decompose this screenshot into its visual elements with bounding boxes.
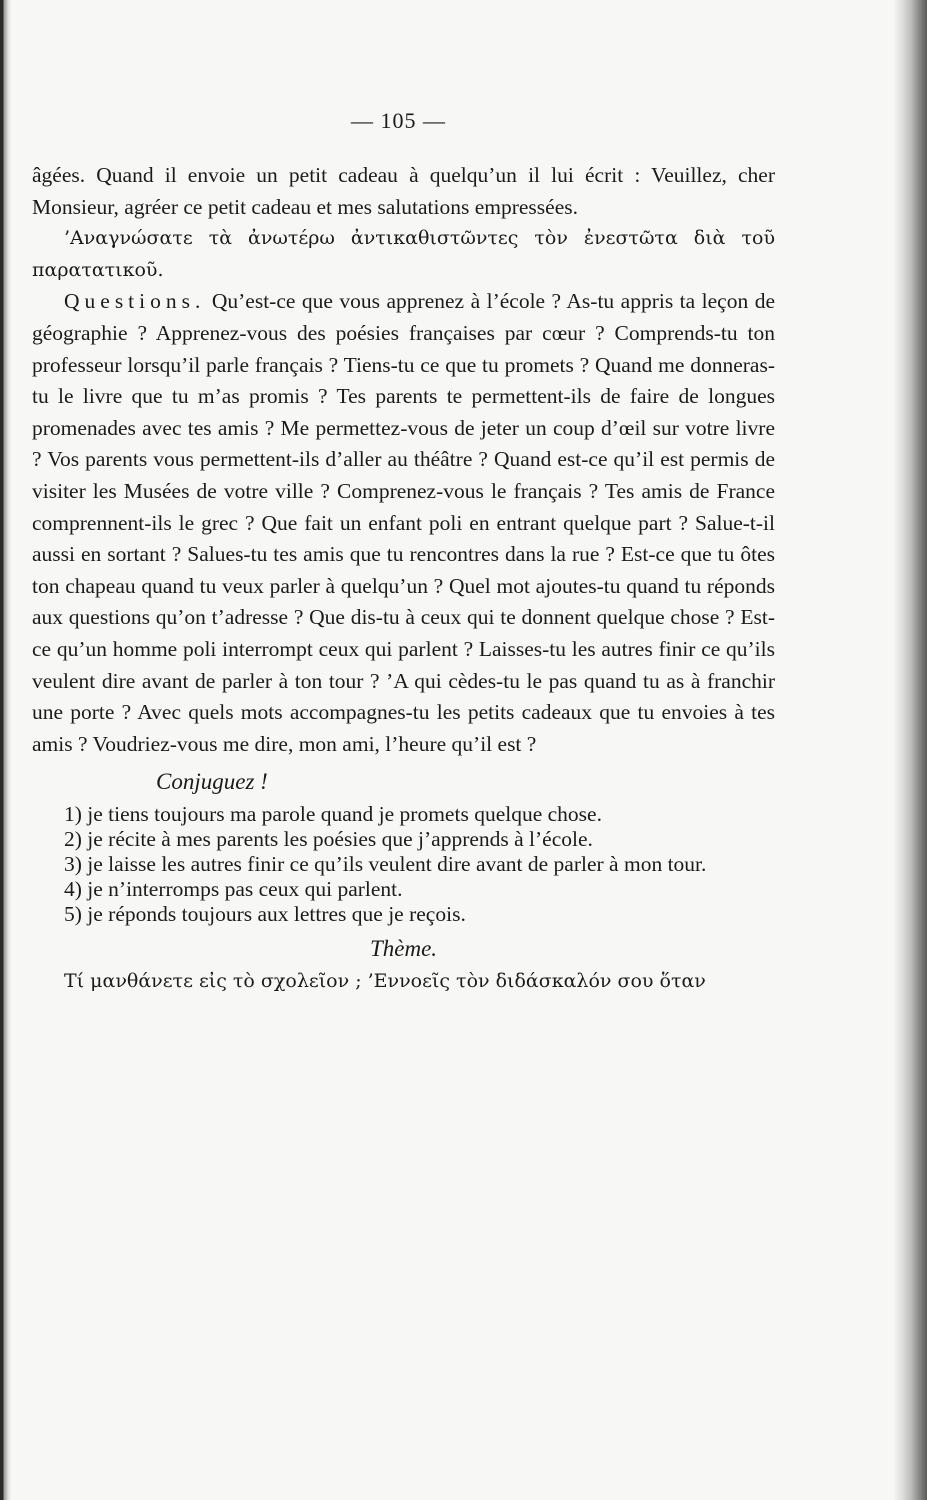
questions-label: Questions. — [64, 289, 206, 314]
page-number: — 105 — — [351, 108, 446, 133]
page-body — [32, 160, 775, 998]
theme-text: Τί μανθάνετε εἰς τὸ σχολεῖον ; ’Εννοεῖς τὸν διδάσκαλόν σου ὅταν — [64, 970, 706, 993]
list-item: 2) je récite à mes parents les poésies que j’apprends à l’école. — [64, 826, 593, 851]
conjuguez-list — [32, 802, 775, 927]
list-item: 5) je réponds toujours aux lettres que je reçois. — [64, 901, 466, 926]
page-left-edge — [0, 0, 12, 1500]
theme-heading: Thème. — [369, 935, 438, 961]
questions-text: Qu’est-ce que vous apprenez à l’école ? As-tu appris ta leçon de géographie ? Apprenez-vous des poésies françaises par cœur ? Comprends-tu ton professeur lorsqu’il parle français ? Tiens-tu ce que tu promets ? Quand me donneras-tu le livre que tu m’as promis ? Tes parents te permettent-ils de faire de longues promenades avec tes amis ? Me permettez-vous de jeter un coup d’œil sur votre livre ? Vos parents vous permettent-ils d’aller au théâtre ? Quand est-ce qu’il est permis de visiter les Musées de votre ville ? Comprenez-vous le français ? Tes amis de France comprennent-ils le grec ? Que fait un enfant poli en entrant quelque part ? Salue-t-il aussi en sortant ? Salues-tu tes amis que tu rencontres dans la rue ? Est-ce que tu ôtes ton chapeau quand tu veux parler à quelqu’un ? Quel mot ajoutes-tu quand tu réponds aux questions qu’on t’adresse ? Que dis-tu à ceux qui te donnent quelque chose ? Est-ce qu’un homme poli interrompt ceux qui parlent ? Laisses-tu les autres finir ce qu’ils veulent dire avant de parler à ton tour ? ’A qui cèdes-tu le pas quand tu as à franchir une porte ? Avec quels mots accompagnes-tu les petits cadeaux que tu envoies à tes amis ? Voudriez-vous me dire, mon ami, l’heure qu’il est ? — [32, 289, 775, 756]
list-item: 3) je laisse les autres finir ce qu’ils veulent dire avant de parler à mon tour. — [64, 851, 707, 876]
conjuguez-heading: Conjuguez ! — [156, 769, 268, 795]
questions-paragraph — [32, 286, 775, 760]
list-item: 4) je n’interromps pas ceux qui parlent. — [64, 876, 403, 901]
paragraph-greek-instruction: ’Αναγνώσατε τὰ ἀνωτέρω ἀντικαθιστῶντες τὸν ἐνεστῶτα διὰ τοῦ παρατατικοῦ. — [32, 227, 775, 281]
paragraph-intro: âgées. Quand il envoie un petit cadeau à quelqu’un il lui écrit : Veuillez, cher Monsieur, agréer ce petit cadeau et mes salutations empressées. — [32, 163, 775, 219]
list-item: 1) je tiens toujours ma parole quand je promets quelque chose. — [64, 801, 602, 826]
page-right-edge — [893, 0, 927, 1500]
